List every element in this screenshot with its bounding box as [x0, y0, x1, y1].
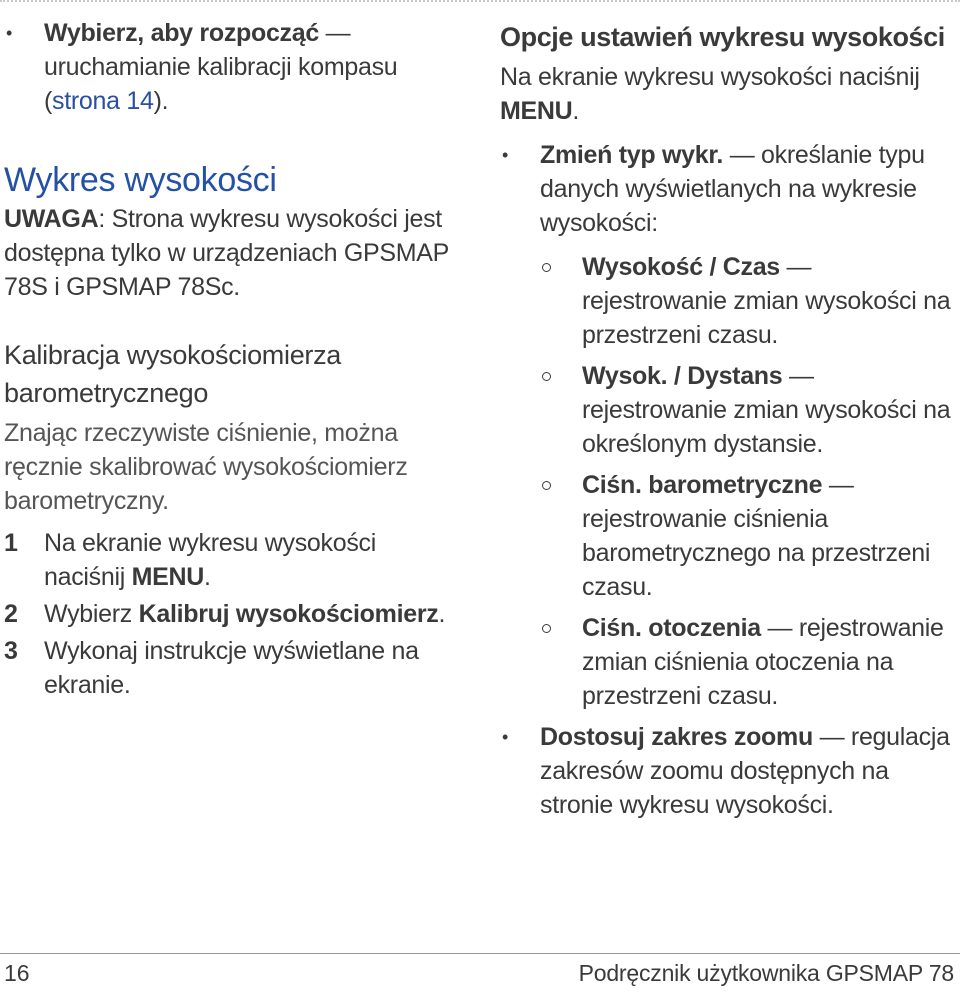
bullet-icon: • — [502, 145, 509, 165]
subsection-text: Znając rzeczywiste ciśnienie, można ręcznie skalibrować wysokościomierz barometryczny. — [4, 419, 408, 515]
sub-option-text: — rejestrowanie zmian wysokości na przestrzeni czasu. — [582, 253, 951, 349]
step-number: 1 — [4, 529, 18, 557]
intro-bullet-bold: Wybierz, aby rozpocząć — [44, 19, 319, 47]
sub-option — [500, 611, 952, 713]
step-text: Wykonaj instrukcje wyświetlane na ekranie. — [44, 637, 419, 699]
right-intro-text: Na ekranie wykresu wysokości naciśnij — [500, 63, 920, 91]
option-bullet — [500, 138, 952, 240]
circle-bullet-icon — [542, 624, 551, 633]
manual-title: Podręcznik użytkownika GPSMAP 78 — [578, 960, 954, 986]
option-bold: Dostosuj zakres zoomu — [540, 723, 813, 751]
sub-options-list — [500, 250, 952, 713]
sub-option-text: — rejestrowanie zmian wysokości na określonym dystansie. — [582, 362, 951, 458]
step-number: 3 — [4, 637, 18, 665]
step-bold: MENU — [131, 563, 205, 591]
step-number: 2 — [4, 600, 18, 628]
step-text: Wybierz — [44, 600, 139, 628]
right-title: Opcje ustawień wykresu wysokości — [500, 22, 945, 52]
sub-option-bold: Wysok. / Dystans — [582, 362, 783, 390]
intro-bullet-text: — uruchamianie kalibracji kompasu ( — [44, 19, 398, 115]
step-end: . — [204, 563, 211, 591]
option-bold: Zmień typ wykr. — [540, 141, 724, 169]
right-intro — [500, 60, 952, 128]
step-text: Na ekranie wykresu wysokości naciśnij — [44, 529, 376, 591]
left-column — [4, 16, 462, 705]
footer-rule — [0, 953, 960, 954]
section-title: Wykres wysokości — [4, 161, 277, 199]
sub-option-text: — rejestrowanie zmian ciśnienia otoczenia na przestrzeni czasu. — [582, 614, 944, 710]
right-intro-bold: MENU — [500, 97, 573, 125]
step-end: . — [438, 600, 446, 628]
subsection-title: Kalibracja wysokościomierza barometrycznego — [4, 340, 342, 408]
steps-list — [4, 526, 462, 702]
page-number: 16 — [4, 960, 30, 986]
note-label: UWAGA — [4, 205, 99, 233]
sub-option — [500, 250, 952, 352]
sub-option-bold: Wysokość / Czas — [582, 253, 780, 281]
circle-bullet-icon — [542, 372, 551, 381]
circle-bullet-icon — [542, 263, 551, 272]
option-bullet — [500, 720, 952, 822]
step-bold: Kalibruj wysokościomierz — [138, 600, 439, 628]
intro-bullet-end: ). — [153, 87, 169, 115]
right-intro-end: . — [572, 97, 580, 125]
sub-option-text: — rejestrowanie ciśnienia barometrycznego na przestrzeni czasu. — [582, 471, 931, 601]
page-link[interactable]: strona 14 — [52, 87, 154, 115]
sub-option-bold: Ciśn. otoczenia — [582, 614, 761, 642]
note-text: : Strona wykresu wysokości jest dostępna tylko w urządzeniach GPSMAP 78S i GPSMAP 78Sc. — [4, 205, 449, 301]
bullet-icon: • — [502, 727, 509, 747]
step-item — [4, 634, 462, 702]
right-column — [500, 16, 952, 822]
sub-option-bold: Ciśn. barometryczne — [582, 471, 823, 499]
top-dotted-rule — [0, 0, 960, 2]
bullet-icon: • — [6, 23, 13, 43]
intro-bullet — [4, 16, 462, 118]
option-text: — określanie typu danych wyświetlanych na wykresie wysokości: — [540, 141, 925, 237]
step-item — [4, 526, 462, 594]
sub-option — [500, 359, 952, 461]
sub-option — [500, 468, 952, 604]
step-item — [4, 597, 462, 631]
option-text: — regulacja zakresów zoomu dostępnych na stronie wykresu wysokości. — [540, 723, 950, 819]
note-paragraph — [4, 202, 462, 304]
circle-bullet-icon — [542, 481, 551, 490]
